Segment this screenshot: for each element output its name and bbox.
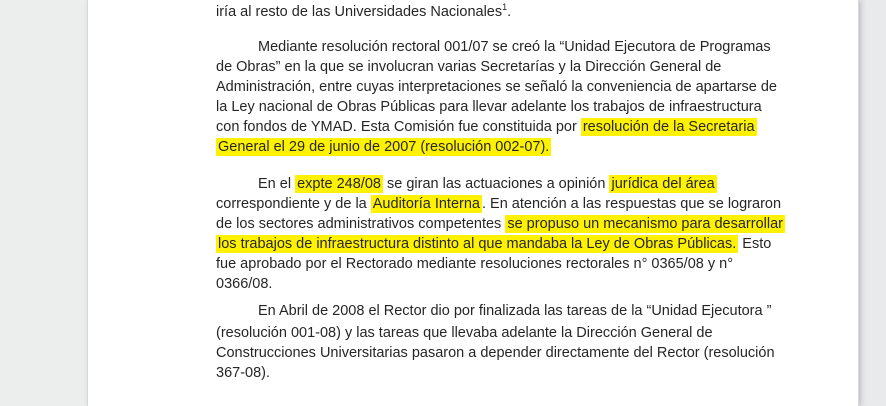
highlight-expte: expte 248/08	[297, 176, 381, 192]
highlight-resolucion-secretaria: resolución de la Secretaria	[582, 119, 755, 135]
viewer-background-left	[0, 0, 88, 406]
para3-line3: Construcciones Universitarias pasaron a depender directamente del Rector (resolución	[216, 345, 775, 361]
para1-line5-text: con fondos de YMAD. Esta Comisión fue constituida por	[216, 119, 581, 135]
para2-line3	[216, 214, 785, 234]
para1-line2: de Obras” en la que se involucran varias Secretarías y la Dirección General de	[216, 59, 722, 75]
top-line-end: .	[507, 4, 512, 20]
para2-line2	[216, 194, 781, 214]
para1-line6	[216, 137, 551, 157]
para2-line2-start: correspondiente y de la	[216, 196, 371, 212]
highlight-juridica: jurídica del área	[611, 176, 715, 192]
para2-line5: fue aprobado por el Rectorado mediante resoluciones rectorales n° 0365/08 y n°	[216, 256, 734, 272]
highlight-general-fecha: General el 29 de junio de 2007 (resolución 002-07).	[218, 139, 550, 155]
para2-line3-start: de los sectores administrativos competentes	[216, 216, 506, 232]
para1-line5	[216, 117, 757, 137]
para3-line4: 367-08).	[216, 365, 271, 381]
top-line	[216, 0, 511, 22]
viewer-background-right	[858, 0, 886, 406]
para1-line1: Mediante resolución rectoral 001/07 se creó la “Unidad Ejecutora de Programas	[258, 39, 771, 55]
para2-line1-start: En el	[258, 176, 296, 192]
para3-line2: (resolución 001-08) y las tareas que llevaba adelante la Dirección General de	[216, 325, 713, 341]
document-page	[88, 0, 858, 406]
para2-line4-end: Esto	[738, 236, 772, 252]
para1-line4: la Ley nacional de Obras Públicas para llevar adelante los trabajos de infraestructura	[216, 99, 762, 115]
highlight-trabajos: los trabajos de infraestructura distinto al que mandaba la Ley de Obras Públicas.	[218, 236, 737, 252]
highlight-auditoria: Auditoría Interna	[372, 196, 480, 212]
para2-line4	[216, 234, 771, 254]
para2-line1-mid: se giran las actuaciones a opinión	[382, 176, 610, 192]
para2-line6: 0366/08.	[216, 276, 273, 292]
para2-line2-end: . En atención a las respuestas que se lograron	[481, 196, 782, 212]
para2-line1	[258, 174, 717, 194]
highlight-mecanismo: se propuso un mecanismo para desarrollar	[507, 216, 783, 232]
top-line-text: iría al resto de las Universidades Nacionales	[216, 4, 503, 20]
para3-line1: En Abril de 2008 el Rector dio por finalizada las tareas de la “Unidad Ejecutora ”	[258, 303, 772, 319]
footnote-marker: 1	[502, 2, 508, 12]
para1-line3: Administración, entre cuyas interpretaciones se señaló la conveniencia de apartarse de	[216, 79, 777, 95]
